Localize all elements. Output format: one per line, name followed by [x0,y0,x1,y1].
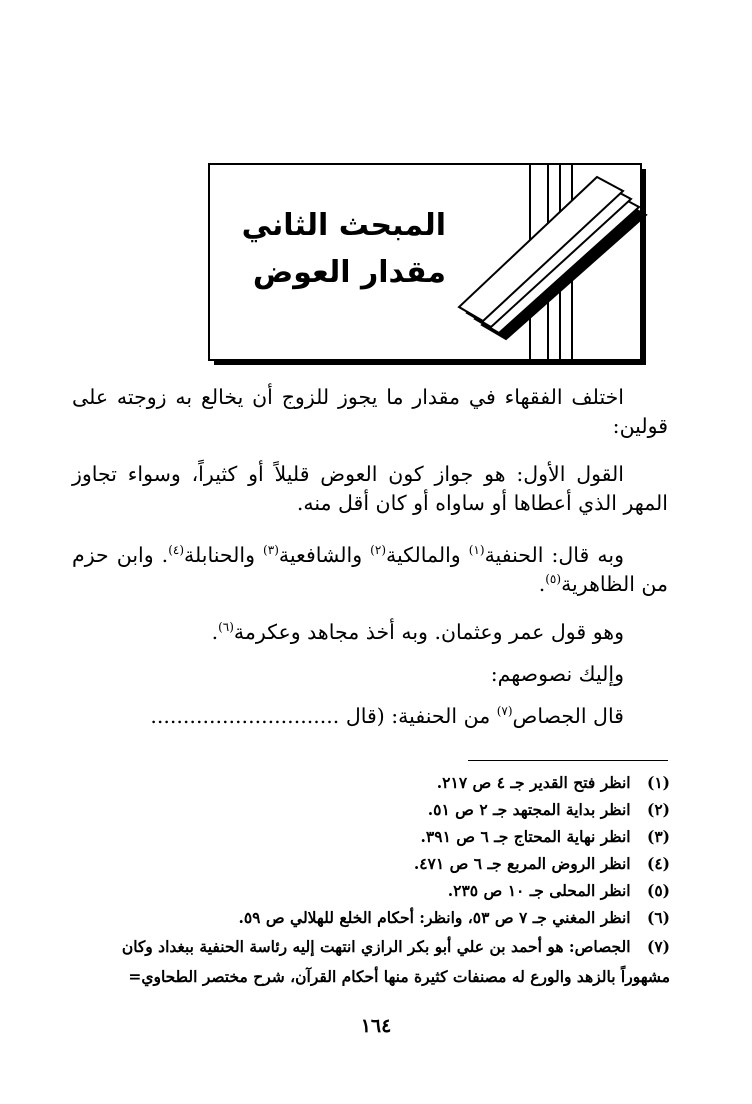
footnote-4 [414,854,670,873]
footnote-marker-4: (٤) [168,543,185,558]
footnote-number: (٣) [646,827,670,846]
footnote-marker-1: (١) [468,543,485,558]
footnote-number: (٥) [646,881,670,900]
footnote-5 [448,881,670,900]
footnote-text: انظر فتح القدير جـ ٤ ص ٢١٧. [436,773,631,792]
paragraph-5: وإليك نصوصهم: [490,662,624,686]
footnote-text: انظر المغني جـ ٧ ص ٥٣، وانظر: أحكام الخلع للهلالي ص ٥٩. [238,908,631,927]
footnote-3 [421,827,670,846]
footnote-7 [122,937,670,956]
footnote-2 [428,800,670,819]
chapter-title-line2: مقدار العوض [252,255,446,290]
p4-text-a: وهو قول عمر وعثمان. وبه أخذ مجاهد وعكرمة [233,620,624,644]
footnote-7-continuation: مشهوراً بالزهد والورع له مصنفات كثيرة منها أحكام القرآن، شرح مختصر الطحاوي= [128,967,670,986]
footnote-text: انظر المحلى جـ ١٠ ص ٢٣٥. [447,881,631,900]
footnote-number: (١) [646,773,670,792]
footnote-text: انظر بداية المجتهد جـ ٢ ص ٥١. [427,800,631,819]
p6-text-a: قال الجصاص [512,704,624,728]
footnote-marker-2: (٢) [370,543,386,558]
paragraph-2: القول الأول: هو جواز كون العوض قليلاً أو كثيراً، وسواء تجاوز المهر الذي أعطاها أو ساواه أو كان أقل منه. [72,462,668,515]
p3-text-d: والحنابلة [184,543,264,567]
footnote-text: الجصاص: هو أحمد بن علي أبو بكر الرازي انتهت إليه رئاسة الحنفية ببغداد وكان [121,937,631,956]
p3-text-a: وبه قال: الحنفية [484,543,624,567]
footnote-marker-5: (٥) [545,572,562,587]
footnote-number: (٧) [646,937,670,956]
footnote-marker-6: (٦) [218,620,234,635]
p4-text-b: . [211,620,219,644]
footnote-number: (٢) [646,800,670,819]
footnote-marker-7: (٧) [496,704,513,719]
footnote-separator [468,760,668,761]
p3-text-f: . [538,572,546,596]
p3-text-b: والمالكية [386,543,469,567]
paragraph-1: اختلف الفقهاء في مقدار ما يجوز للزوج أن يخالع به زوجته على قولين: [72,385,668,438]
footnote-1 [437,773,670,792]
chapter-title-frame [208,163,652,367]
footnote-number: (٤) [646,854,670,873]
footnote-6 [238,908,670,927]
paragraph-3 [72,541,668,599]
p3-text-c: والشافعية [278,543,371,567]
page-number: ١٦٤ [360,1015,392,1037]
footnote-number: (٦) [646,908,670,927]
p3-text-e: . وابن حزم من الظاهرية [72,543,668,596]
footnote-marker-3: (٣) [263,543,279,558]
footnote-text: انظر نهاية المحتاج جـ ٦ ص ٣٩١. [420,827,631,846]
footnote-text: انظر الروض المربع جـ ٦ ص ٤٧١. [413,854,631,873]
p6-text-b: من الحنفية: (قال ............................. [150,704,497,728]
chapter-title-line1: المبحث الثاني [241,208,446,243]
paragraph-4 [72,618,668,647]
paragraph-6 [72,702,668,731]
